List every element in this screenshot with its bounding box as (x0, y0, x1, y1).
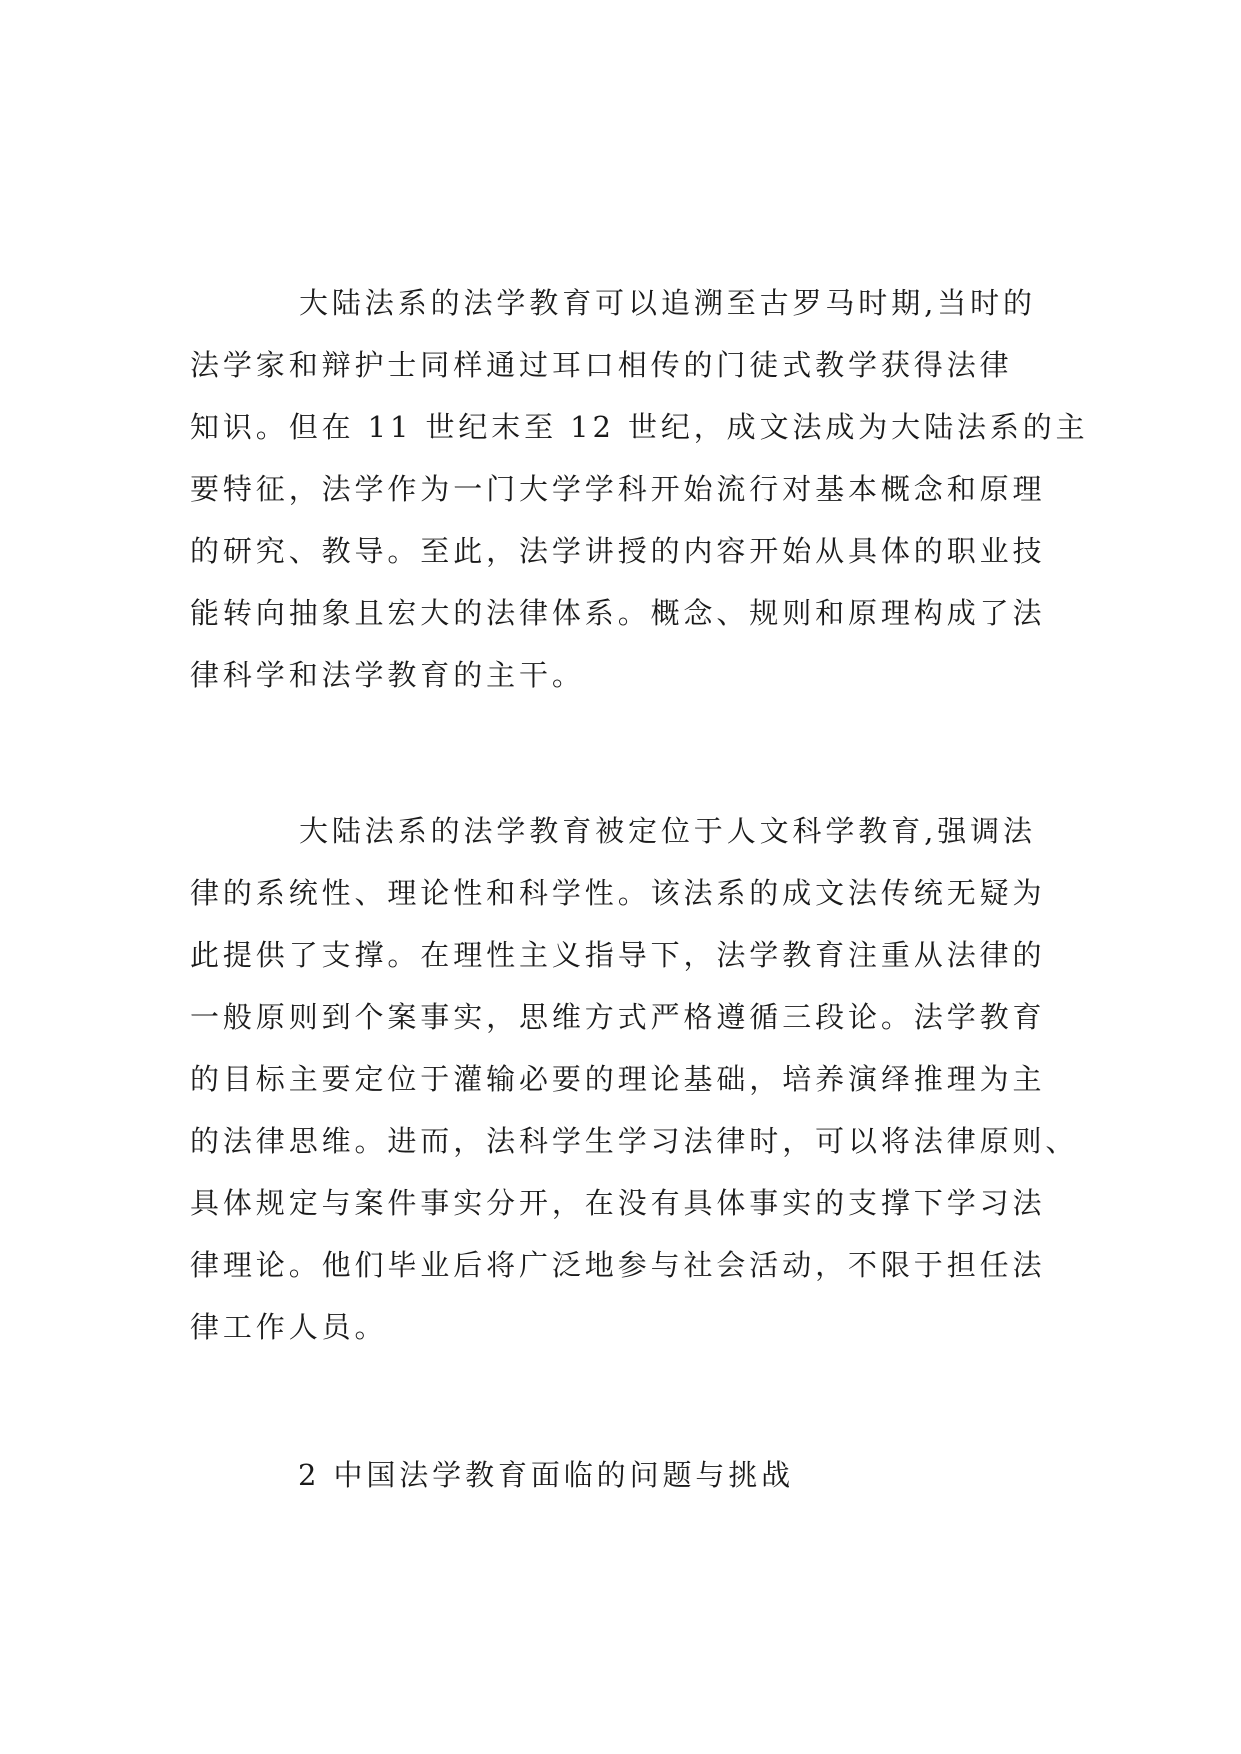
text-line: 的法律思维。进而，法科学生学习法律时，可以将法律原则、 (190, 1124, 1079, 1158)
text-line: 此提供了支撑。在理性主义指导下，法学教育注重从法律的 (190, 938, 1046, 972)
paragraph-civil-law-origins (190, 272, 1089, 706)
text-line: 要特征，法学作为一门大学学科开始流行对基本概念和原理 (190, 472, 1046, 506)
text-line: 律科学和法学教育的主干。 (190, 658, 585, 692)
text-line: 的研究、教导。至此，法学讲授的内容开始从具体的职业技 (190, 534, 1046, 568)
text-line: 法学家和辩护士同样通过耳口相传的门徒式教学获得法律 (190, 348, 1013, 382)
text-line: 能转向抽象且宏大的法律体系。概念、规则和原理构成了法 (190, 596, 1046, 630)
paragraph-civil-law-positioning (190, 800, 1079, 1358)
text-line: 大陆法系的法学教育被定位于人文科学教育,强调法 (299, 814, 1036, 848)
text-line: 律理论。他们毕业后将广泛地参与社会活动，不限于担任法 (190, 1248, 1046, 1282)
text-line: 律的系统性、理论性和科学性。该法系的成文法传统无疑为 (190, 876, 1046, 910)
text-line: 一般原则到个案事实，思维方式严格遵循三段论。法学教育 (190, 1000, 1046, 1034)
text-line: 的目标主要定位于灌输必要的理论基础，培养演绎推理为主 (190, 1062, 1046, 1096)
text-line: 知识。但在 11 世纪末至 12 世纪，成文法成为大陆法系的主 (190, 410, 1089, 444)
text-line: 具体规定与案件事实分开，在没有具体事实的支撑下学习法 (190, 1186, 1046, 1220)
text-line: 律工作人员。 (190, 1310, 388, 1344)
text-line: 大陆法系的法学教育可以追溯至古罗马时期,当时的 (299, 286, 1036, 320)
section-heading: 2 中国法学教育面临的问题与挑战 (298, 1458, 795, 1492)
